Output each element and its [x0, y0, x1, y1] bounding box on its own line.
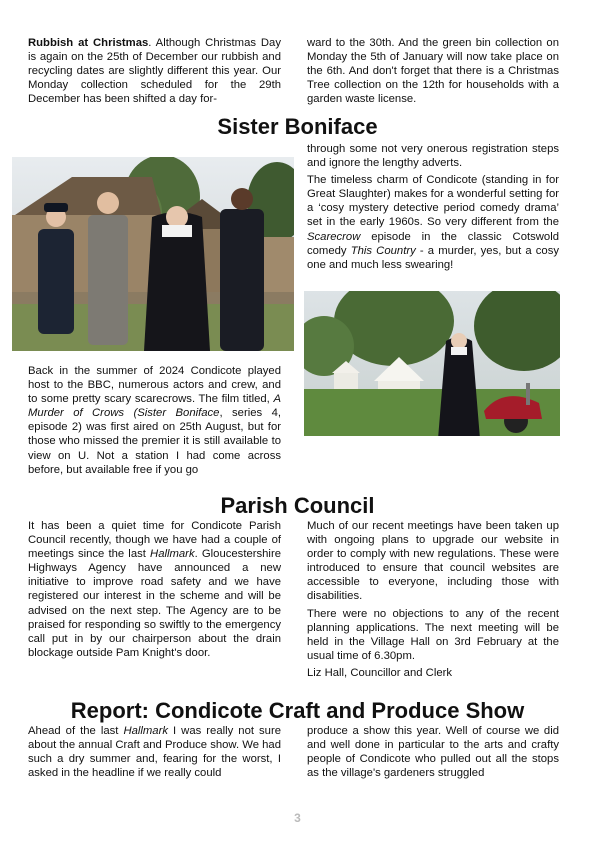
boniface-right-text — [307, 142, 559, 272]
rubbish-title: Rubbish at Christmas — [28, 37, 149, 49]
rubbish-right-text — [307, 36, 559, 106]
sister-boniface-heading: Sister Boniface — [217, 114, 378, 139]
report-heading: Report: Condicote Craft and Produce Show — [70, 698, 525, 723]
report-right-text: produce a show this year. Well of course we did and well done in particular to the arts and crafty people of Condicote who pulled out all the stops as the village's gardeners struggled — [307, 725, 559, 780]
rubbish-left-body: . Although Christmas Day is again on the 25th of December our rubbish and recycling dates are slightly different this year. Our Monday collection scheduled for the 29th December has been shifted a day for- — [28, 37, 281, 106]
parish-right-text — [307, 519, 559, 680]
parish-council-heading: Parish Council — [220, 493, 375, 518]
parish-right-para-1: Much of our recent meetings have been taken up with ongoing plans to upgrade our website in order to comply with new regulations. These were introduced to ensure that council websites are accessible to everyone, including those with disabilities. — [307, 520, 559, 603]
cast-photo — [12, 157, 294, 351]
rubbish-right-body: ward to the 30th. And the green bin collection on Monday the 5th of January will now take place on the 6th. And don't forget that there is a Christmas Tree collection on the 12th for households with a garden waste license. — [307, 37, 559, 106]
parish-signature: Liz Hall, Councillor and Clerk — [307, 666, 453, 679]
rubbish-left-text — [28, 36, 281, 106]
nun-scooter-photo — [304, 291, 560, 436]
report-left-text: Ahead of the last Hallmark I was really not sure about the annual Craft and Produce show. We had such a dry summer and, fearing for the worst, I asked in the headline if we really could — [28, 725, 281, 780]
boniface-right-para-1: through some not very onerous registration steps and ignore the lengthy adverts. — [307, 143, 559, 170]
boniface-left-text: Back in the summer of 2024 Condicote played host to the BBC, numerous actors and crew, and to some pretty scary scarecrows. The film titled, A Murder of Crows (Sister Boniface, series 4, episode 2) was first aired on 25th August, but for those who missed the premier it is still available to view on U. Not a station I had come across before, but available free if you go — [28, 365, 281, 476]
boniface-right-para-2: The timeless charm of Condicote (standing in for Great Slaughter) makes for a wonderful setting for a ‘cosy mystery detective period comedy drama’ set in the early 1960s. So very different from the Scarecrow episode in the classic Cotswold comedy This Country - a murder, yes, but a cosy one and much less swearing! — [307, 174, 559, 271]
parish-right-para-2: There were no objections to any of the recent planning applications. The next meeting will be held in the Village Hall on 3rd February at the usual time of 6.30pm. — [307, 607, 559, 662]
page-number: 3 — [294, 811, 301, 825]
parish-left-text: It has been a quiet time for Condicote Parish Council recently, though we have had a couple of meetings since the last Hallmark. Gloucestershire Highways Agency have announced a new initiative to improve road safety and we have registered our interest in the scheme and will be advised on the next step. The Agency are to be praised for responding so swiftly to the emergency call put in by our chairperson about the drain blockage outside Pam Knight's door. — [28, 520, 281, 659]
